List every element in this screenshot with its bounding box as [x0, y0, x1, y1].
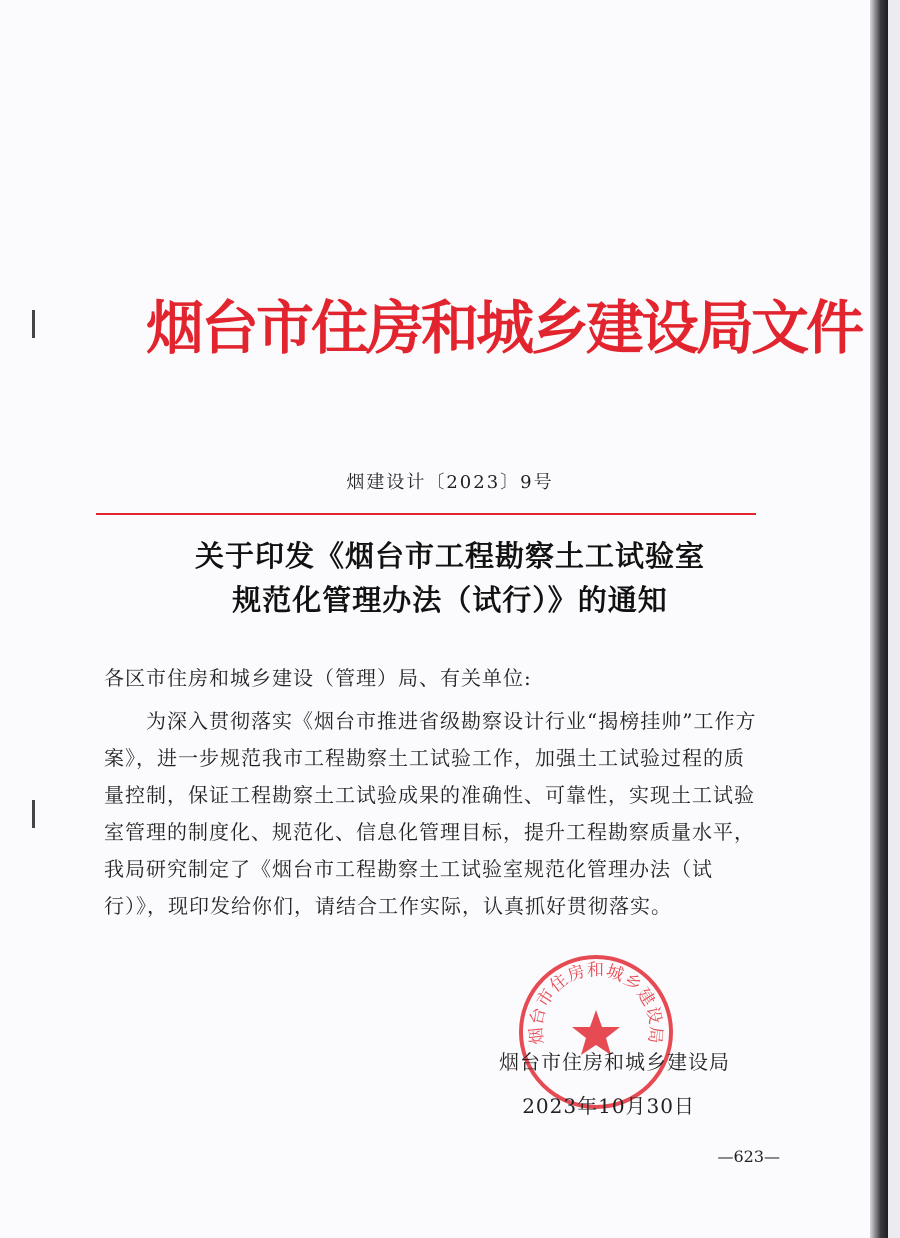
- red-divider-line: [96, 513, 756, 515]
- binding-mark-top: [32, 310, 35, 338]
- issuer-signature: 烟台市住房和城乡建设局: [499, 1050, 730, 1074]
- scan-edge-shadow: [870, 0, 888, 1238]
- agency-header-title: 烟台市住房和城乡建设局文件: [146, 294, 862, 362]
- body-paragraph: 为深入贯彻落实《烟台市推进省级勘察设计行业“揭榜挂帅”工作方案》，进一步规范我市工程勘察土工试验工作，加强土工试验过程的质量控制，保证工程勘察土工试验成果的准确性、可靠性，实现土工试验室管理的制度化、规范化、信息化管理目标，提升工程勘察质量水平，我局研究制定了《烟台市工程勘察土工试验室规范化管理办法（试行）》，现印发给你们，请结合工作实际，认真抓好贯彻落实。: [104, 709, 757, 918]
- binding-mark-bottom: [32, 800, 35, 828]
- document-number: 烟建设计〔2023〕9号: [346, 472, 554, 493]
- issue-date: 2023年10月30日: [522, 1094, 695, 1118]
- salutation: 各区市住房和城乡建设（管理）局、有关单位:: [104, 666, 532, 690]
- document-title-line-1: 关于印发《烟台市工程勘察土工试验室: [194, 539, 705, 573]
- page-number: —623—: [717, 1147, 780, 1166]
- document-title-line-2: 规范化管理办法（试行）》的通知: [232, 583, 668, 617]
- official-seal: [516, 952, 676, 1112]
- seal-text: 烟台市住房和城乡建设局: [526, 960, 666, 1046]
